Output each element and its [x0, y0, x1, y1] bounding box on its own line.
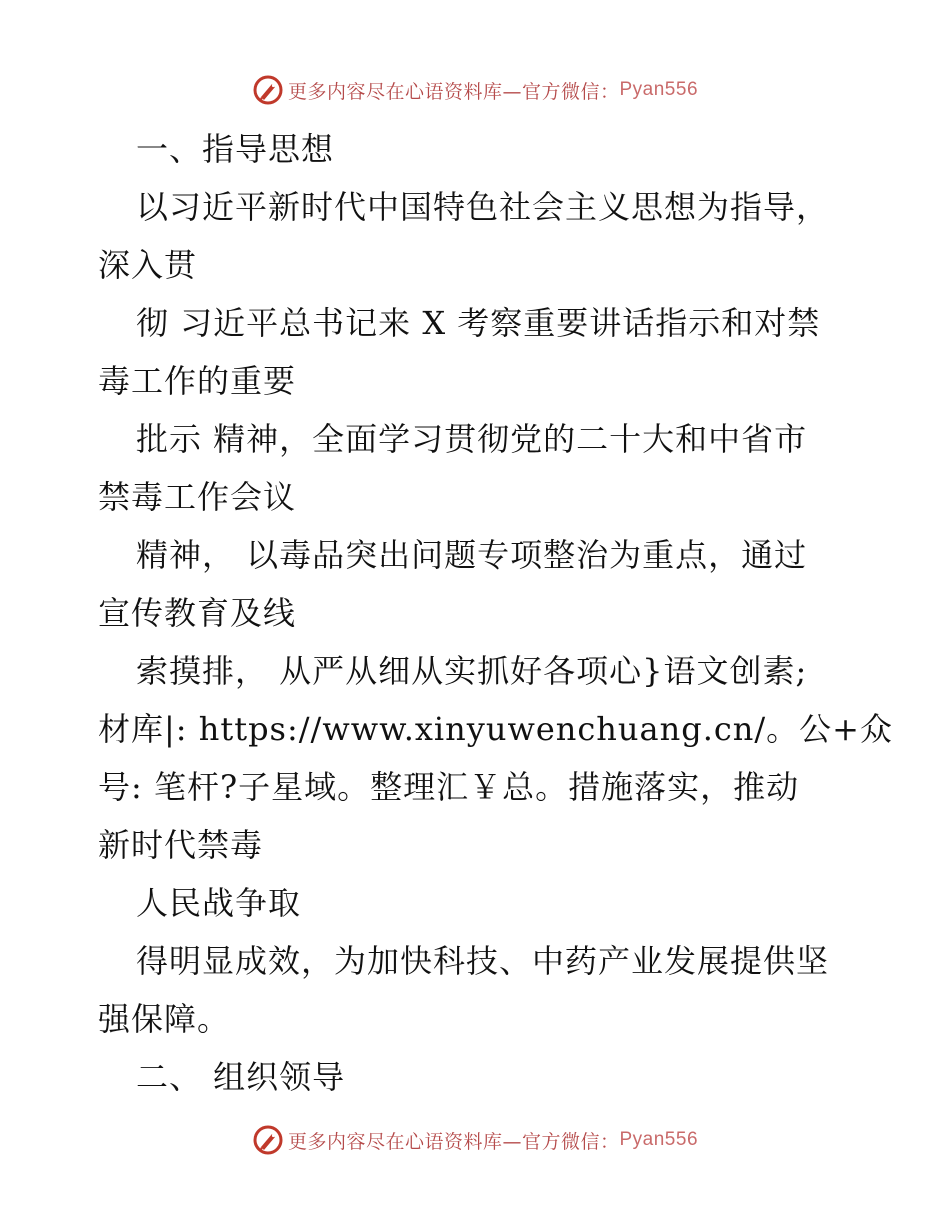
paragraph-line-with-url: 材库|: https://www.xinyuwenchuang.cn/。公+众	[98, 710, 893, 748]
document-body	[98, 120, 893, 1106]
paragraph-line: 彻 习近平总书记来 X 考察重要讲话指示和对禁	[136, 304, 821, 342]
paragraph-line: 宣传教育及线	[98, 594, 297, 632]
watermark-text: 更多内容尽在心语资料库—官方微信：	[287, 80, 620, 103]
section-heading: 二、 组织领导	[136, 1058, 346, 1096]
paragraph-line: 得明显成效，为加快科技、中药产业发展提供坚	[136, 942, 830, 980]
paragraph-line: 批示 精神，全面学习贯彻党的二十大和中省市	[136, 420, 808, 458]
watermark-wechat-id: Pyan556	[619, 79, 699, 100]
footer-watermark	[0, 1120, 950, 1160]
paragraph-line: 精神， 以毒品突出问题专项整治为重点，通过	[136, 536, 808, 574]
watermark-wechat-id: Pyan556	[619, 1129, 699, 1150]
paragraph-line: 毒工作的重要	[98, 362, 297, 400]
section-heading: 一、指导思想	[136, 130, 335, 168]
pen-nib-logo-icon	[252, 74, 284, 106]
paragraph-line: 索摸排， 从严从细从实抓好各项心}语文创素;	[136, 652, 808, 690]
paragraph-line: 禁毒工作会议	[98, 478, 297, 516]
paragraph-line: 新时代禁毒	[98, 826, 264, 864]
paragraph-line: 号: 笔杆?子星域。整理汇￥总。措施落实，推动	[98, 768, 800, 806]
paragraph-line: 深入贯	[98, 246, 198, 284]
paragraph-line: 人民战争取	[136, 884, 302, 922]
paragraph-line: 强保障。	[98, 1000, 231, 1038]
pen-nib-logo-icon	[252, 1124, 284, 1156]
header-watermark	[0, 70, 950, 110]
watermark-text: 更多内容尽在心语资料库—官方微信：	[287, 1130, 620, 1153]
paragraph-line: 以习近平新时代中国特色社会主义思想为指导，	[136, 188, 830, 226]
